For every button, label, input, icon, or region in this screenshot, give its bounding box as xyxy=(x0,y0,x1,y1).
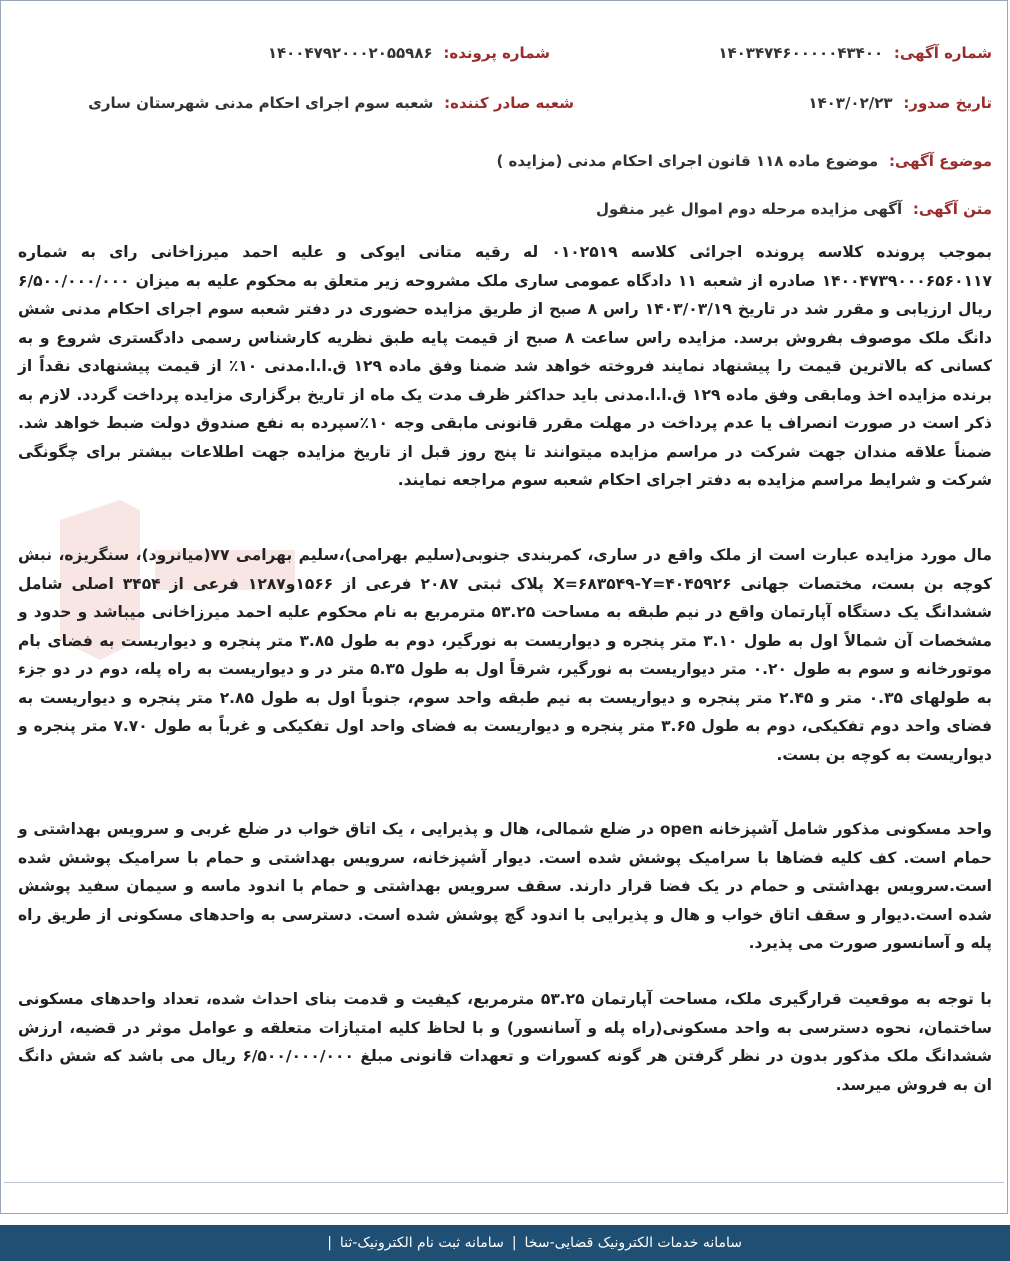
text-title-row xyxy=(596,200,992,218)
frame-bottom-divider xyxy=(4,1182,1004,1183)
footer-link-sakha[interactable]: سامانه خدمات الکترونیک قضایی-سخا xyxy=(524,1235,742,1251)
paragraph-valuation xyxy=(18,985,992,1099)
footer-bar xyxy=(0,1225,1010,1261)
paragraph-2: مال مورد مزایده عبارت است از ملک واقع در ساری، کمربندی جنوبی(سلیم بهرامی)،سلیم بهرامی ۷۷(میانرود)، سنگریزه، نبش کوچه بن بست، مختصات جهانی X=۶۸۳۵۴۹-Y=۴۰۴۵۹۲۶ پلاک ثبتی ۲۰۸۷ فرعی از ۱۵۶۶و۱۲۸۷ فرعی از ۳۴۵۴ اصلی شامل ششدانگ یک دستگاه آپارتمان واقع در نیم طبقه به مساحت ۵۳.۲۵ مترمربع به نام محکوم علیه احمد میرزاخانی میباشد و حدود و مشخصات آن شمالاً اول به طول ۳.۱۰ متر پنجره و دیواریست به نورگیر، دوم به طول ۳.۸۵ متر پنجره و دیواریست به فضای بام موتورخانه و سوم به طول ۰.۲۰ متر دیواریست به نورگیر، شرقاً اول به طول ۵.۳۵ متر در و دیواریست به راه پله، دوم در دو جزء به طولهای ۰.۳۵ متر و ۲.۴۵ متر پنجره و دیواریست به نیم طبقه واحد سوم، جنوباً اول به طول ۲.۸۵ متر پنجره و دیواریست به فضای واحد دوم تفکیکی، دوم به طول ۳.۶۵ متر پنجره و دیواریست به فضای واحد اول تفکیکی و غرباً به طول ۷.۷۰ متر پنجره و دیواریست به کوچه بن بست. xyxy=(18,546,992,764)
paragraph-announcement xyxy=(18,238,992,495)
text-title: آگهی مزایده مرحله دوم اموال غیر منقول xyxy=(595,200,903,218)
issuer-row xyxy=(88,94,574,112)
subject-label: موضوع آگهی: xyxy=(888,152,992,170)
case-number: ۱۴۰۰۴۷۹۲۰۰۰۲۰۵۵۹۸۶ xyxy=(267,44,433,62)
paragraph-4: با توجه به موقعیت قرارگیری ملک، مساحت آپارتمان ۵۳.۲۵ مترمربع، کیفیت و قدمت بنای احداث شده، تعداد واحدهای مسکونی ساختمان، نحوه دسترسی به واحد مسکونی(راه پله و آسانسور) و با لحاظ کلیه امتیازات متعلقه و عوامل موثر در قضیه، ارزش ششدانگ ملک مذکور بدون در نظر گرفتن هر گونه کسورات و تعهدات قانونی مبلغ ۶/۵۰۰/۰۰۰/۰۰۰ ریال می باشد که شش دانگ ان به فروش میرسد. xyxy=(18,990,992,1094)
footer-link-sana[interactable]: سامانه ثبت نام الکترونیک-ثنا xyxy=(339,1235,504,1251)
issue-date: ۱۴۰۳/۰۲/۲۳ xyxy=(808,94,893,112)
footer-separator-end: | xyxy=(327,1235,332,1251)
paragraph-1: بموجب پرونده کلاسه پرونده اجرائی کلاسه ۰۱۰۲۵۱۹ له رقیه متانی ایوکی و علیه احمد میرزاخانی رای به شماره ۱۴۰۰۴۷۳۹۰۰۰۶۵۶۰۱۱۷ صادره از شعبه ۱۱ دادگاه عمومی ساری ملک مشروحه زیر متعلق به محکوم علیه به میزان ۶/۵۰۰/۰۰۰/۰۰۰ ریال ارزیابی و مقرر شد در تاریخ ۱۴۰۳/۰۳/۱۹ راس ۸ صبح از طریق مزایده حضوری در دفتر شعبه سوم اجرای احکام مدنی شش دانگ ملک موصوف بفروش برسد. مزایده راس ساعت ۸ صبح از قیمت پایه طبق نظریه کارشناس رسمی دادگستری شروع و به کسانی که بالاترین قیمت را پیشنهاد نمایند فروخته خواهد شد ضمنا وفق ماده ۱۲۹ ق.ا.ا.مدنی ۱۰٪ از قیمت پیشنهادی نقداً از برنده مزایده اخذ ومابقی وفق ماده ۱۲۹ ق.ا.ا.مدنی باید حداکثر ظرف مدت یک ماه از تاریخ برگزاری مزایده پرداخت گردد. لازم به ذکر است در صورت انصراف یا عدم پرداخت در مهلت مقرر قانونی مابقی وجه ۱۰٪سپرده به نفع صندوق دولت ضبط خواهد شد. ضمناً علاقه مندان جهت شرکت در مراسم مزایده میتوانند تا پنج روز قبل از تاریخ مزایده جهت اطلاعات بیشتر برای چگونگی شرکت و شرایط مراسم مزایده به دفتر اجرای احکام شعبه سوم مراجعه نمایند. xyxy=(18,243,992,489)
subject: موضوع ماده ۱۱۸ قانون اجرای احکام مدنی (مزایده ) xyxy=(496,152,879,170)
subject-row xyxy=(496,152,992,170)
text-label: متن آگهی: xyxy=(912,200,992,218)
issue-date-row xyxy=(808,94,992,112)
issuer-label: شعبه صادر کننده: xyxy=(444,94,574,112)
paragraph-property xyxy=(18,541,992,769)
issuer: شعبه سوم اجرای احکام مدنی شهرستان ساری xyxy=(88,94,434,112)
footer-separator: | xyxy=(511,1235,517,1251)
notice-number-label: شماره آگهی: xyxy=(893,44,992,62)
notice-number-row xyxy=(718,44,992,62)
paragraph-unit-description xyxy=(18,815,992,958)
case-number-row xyxy=(268,44,550,62)
issue-date-label: تاریخ صدور: xyxy=(903,94,992,112)
case-number-label: شماره پرونده: xyxy=(443,44,550,62)
notice-number: ۱۴۰۳۴۷۴۶۰۰۰۰۰۴۳۴۰۰ xyxy=(718,44,884,62)
paragraph-3: واحد مسکونی مذکور شامل آشپزخانه open در ضلع شمالی، هال و پذیرایی ، یک اتاق خواب در ضلع غربی و سرویس بهداشتی و حمام است. کف کلیه فضاها با سرامیک پوشش شده است. دیوار آشپزخانه، سرویس بهداشتی و حمام با سرامیک پوشش شده است.سرویس بهداشتی و حمام در یک فضا قرار دارند. سقف سرویس بهداشتی و حمام با اندود ماسه و سیمان سفید پوشش شده است.دیوار و سقف اتاق خواب و هال و پذیرایی با اندود گچ پوشش شده است. دسترسی به واحدهای مسکونی از طریق راه پله و آسانسور صورت می پذیرد. xyxy=(18,820,993,952)
